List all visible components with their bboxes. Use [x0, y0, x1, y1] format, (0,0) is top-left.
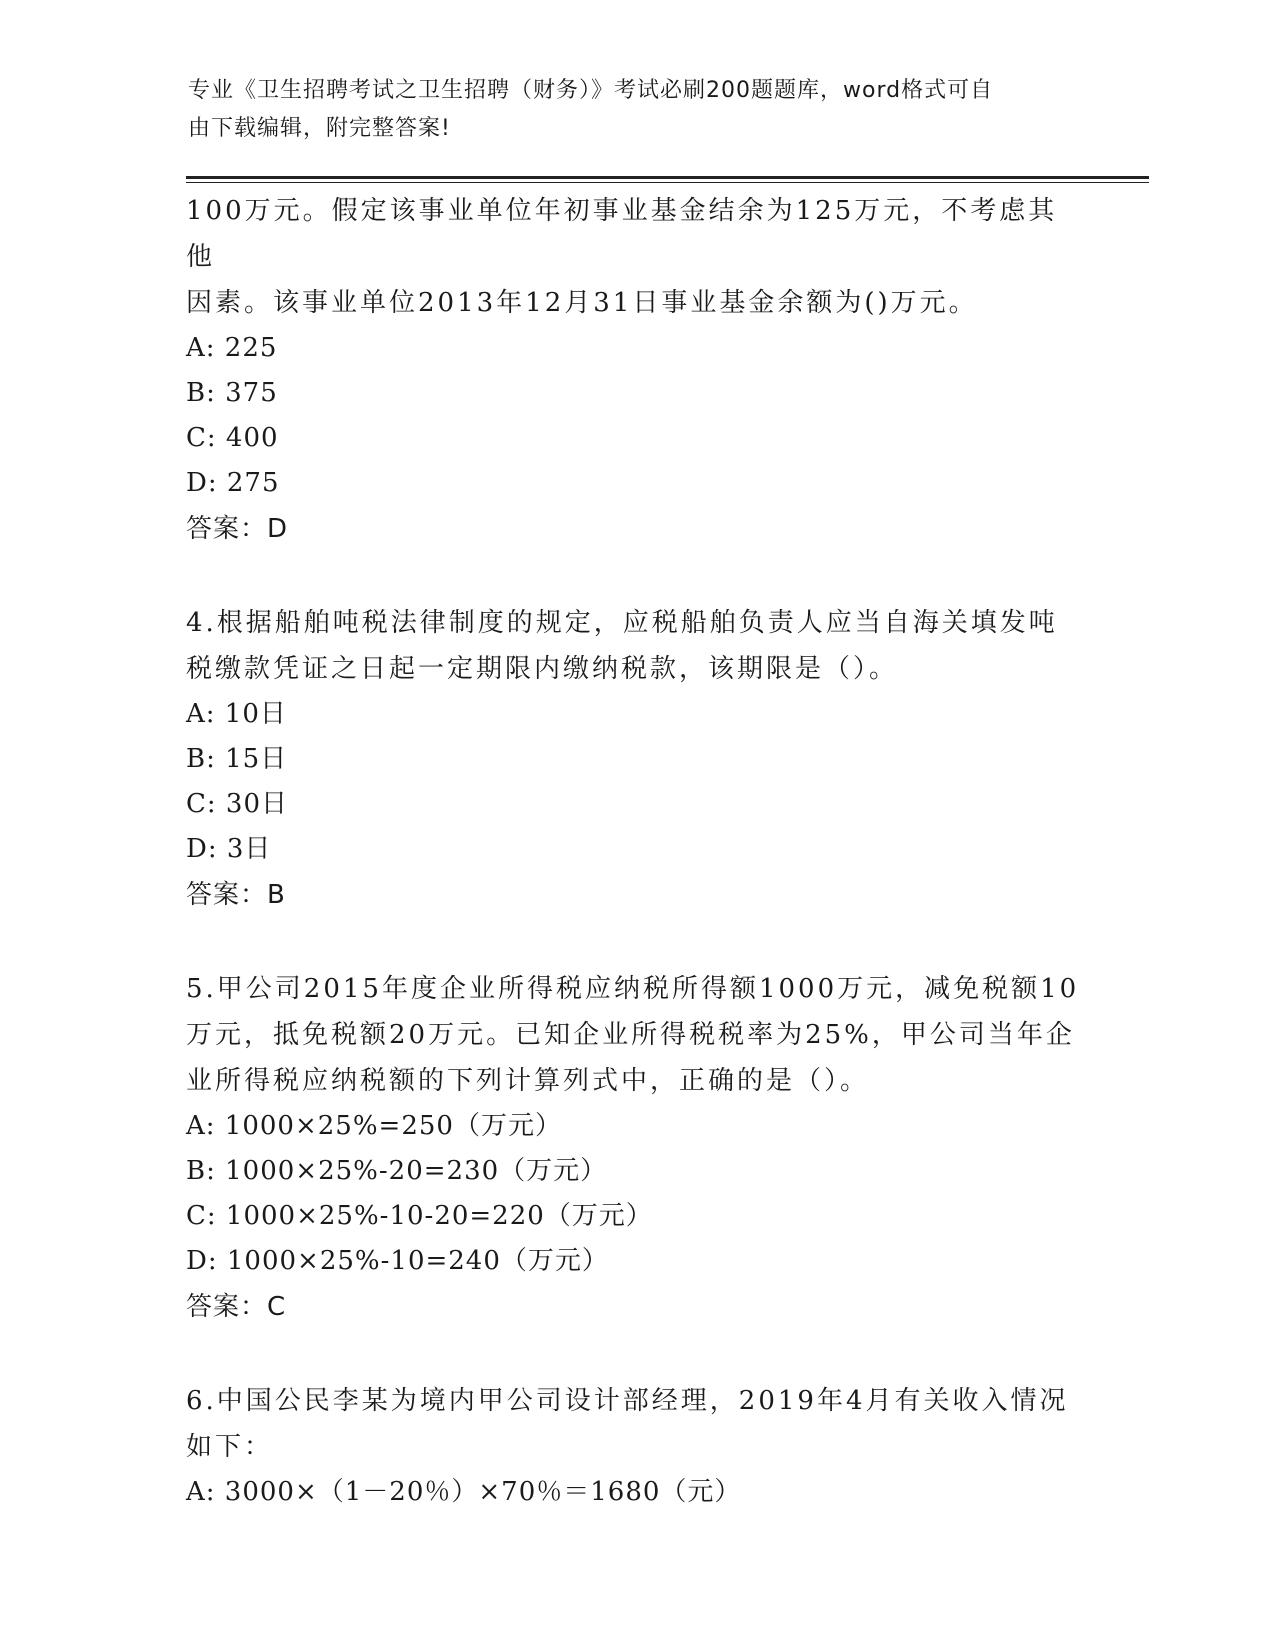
question-text-line: 税缴款凭证之日起一定期限内缴纳税款，该期限是（）。 — [186, 654, 899, 684]
option-c: C: 1000×25%-10-20=220（万元） — [186, 1201, 653, 1231]
document-header — [188, 72, 1068, 148]
option-b: B: 15日 — [186, 744, 288, 774]
question-text-line: 万元，抵免税额20万元。已知企业所得税税率为25%，甲公司当年企 — [186, 1020, 1075, 1050]
question-block — [186, 966, 1086, 1330]
option-a: A: 10日 — [186, 699, 287, 729]
header-divider-thin — [186, 182, 1149, 183]
option-a: A: 3000×（1－20％）×70％＝1680（元） — [186, 1477, 742, 1507]
question-block — [186, 600, 1086, 918]
question-list — [186, 188, 1086, 1515]
header-title-line-1: 专业《卫生招聘考试之卫生招聘（财务）》考试必刷200题题库，word格式可自 — [188, 78, 994, 103]
option-c: C: 30日 — [186, 789, 289, 819]
option-a: A: 225 — [186, 333, 278, 363]
question-text-line: 因素。该事业单位2013年12月31日事业基金余额为()万元。 — [186, 288, 978, 318]
option-b: B: 375 — [186, 378, 278, 408]
question-text-line: 100万元。假定该事业单位年初事业基金结余为125万元，不考虑其他 — [186, 196, 1058, 272]
question-block — [186, 188, 1086, 552]
question-text-line: 业所得税应纳税额的下列计算列式中，正确的是（）。 — [186, 1066, 870, 1096]
answer-line: 答案：B — [186, 880, 286, 910]
question-text-line: 6.中国公民李某为境内甲公司设计部经理，2019年4月有关收入情况 — [186, 1386, 1069, 1416]
option-d: D: 1000×25%-10=240（万元） — [186, 1246, 609, 1276]
option-a: A: 1000×25%=250（万元） — [186, 1111, 562, 1141]
answer-line: 答案：C — [186, 1292, 287, 1322]
question-block — [186, 1378, 1086, 1515]
question-text-line: 4.根据船舶吨税法律制度的规定，应税船舶负责人应当自海关填发吨 — [186, 608, 1058, 638]
question-text-line: 5.甲公司2015年度企业所得税应纳税所得额1000万元，减免税额10 — [186, 974, 1080, 1004]
option-d: D: 3日 — [186, 834, 272, 864]
option-d: D: 275 — [186, 468, 280, 498]
header-divider-thick — [186, 176, 1149, 179]
question-text-line: 如下： — [186, 1432, 274, 1462]
option-b: B: 1000×25%-20=230（万元） — [186, 1156, 608, 1186]
header-title-line-2: 由下载编辑，附完整答案! — [188, 116, 451, 141]
option-c: C: 400 — [186, 423, 279, 453]
answer-line: 答案：D — [186, 514, 289, 544]
